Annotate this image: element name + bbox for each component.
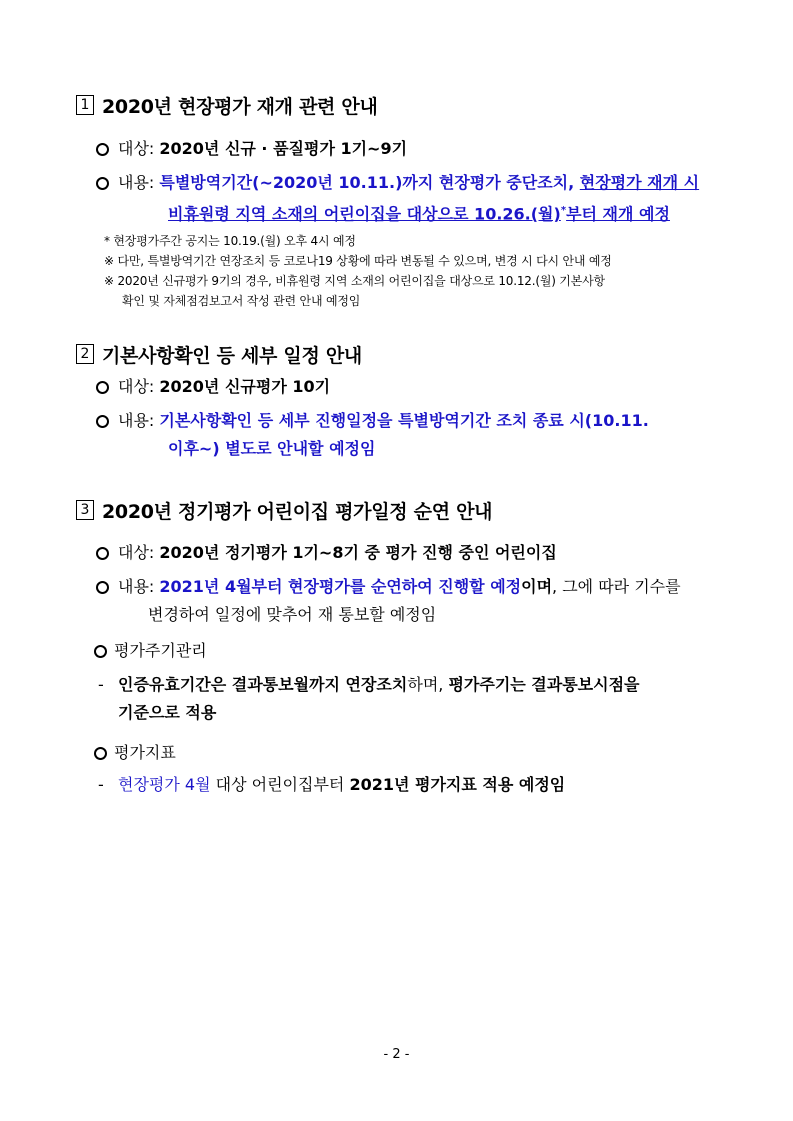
cycle-text-c: 평가주기는 결과통보시점을 [448,675,640,694]
cycle-text-b: 하며, [407,675,449,694]
content-text-a: 2021년 4월부터 현장평가를 순연하여 진행할 예정 [159,577,522,596]
circle-bullet-icon [94,747,107,760]
index-heading: 평가지표 [114,743,176,762]
cycle-text-a: 인증유효기간은 결과통보월까지 연장조치 [118,675,408,694]
section-3-header [76,495,733,525]
section-title: 2020년 현장평가 재개 관련 안내 [102,95,378,118]
note-1: * 현장평가주간 공지는 10.19.(월) 오후 4시 예정 [104,234,356,248]
note-2: ※ 다만, 특별방역기간 연장조치 등 코로나19 상황에 따라 변동될 수 있으며, 변경 시 다시 안내 예정 [104,254,612,268]
cycle-row-2 [118,700,718,726]
circle-bullet-icon [96,547,109,560]
target-value: 2020년 신규평가 10기 [159,377,331,396]
cycle-text-2: 기준으로 적용 [118,703,217,722]
content-label: 내용: [118,411,160,430]
circle-bullet-icon [96,415,109,428]
cycle-heading: 평가주기관리 [114,641,207,660]
section-2-header [76,339,733,369]
circle-bullet-icon [96,177,109,190]
section-1 [76,90,733,120]
section-title: 2020년 정기평가 어린이집 평가일정 순연 안내 [102,500,493,523]
page-number: - 2 - [383,1047,410,1062]
content-text-c: , 그에 따라 기수를 [552,577,681,596]
section-number-box: 3 [76,500,94,520]
content-text-c: 비휴원령 지역 소재의 어린이집을 대상으로 10.26.(월) [168,204,561,224]
section-number-box: 2 [76,344,94,364]
footnote-mark: * [560,205,567,216]
content-label: 내용: [118,577,160,596]
index-text-a: 현장평가 4월 [118,775,211,794]
section-number-box: 1 [76,95,94,115]
section-2-content-row-2 [168,436,738,462]
dash-marker: - [98,775,104,794]
note-3: ※ 2020년 신규평가 9기의 경우, 비휴원령 지역 소재의 어린이집을 대상으로 10.12.(월) 기본사항 [104,274,605,288]
section-title: 기본사항확인 등 세부 일정 안내 [102,344,362,367]
dash-marker: - [98,675,104,694]
content-text-2: 변경하여 일정에 맞추어 재 통보할 예정임 [148,605,437,624]
content-text-b: 현장평가 재개 시 [579,173,700,192]
circle-bullet-icon [96,143,109,156]
circle-bullet-icon [96,581,109,594]
target-label: 대상: [118,377,160,396]
target-value: 2020년 정기평가 1기~8기 중 평가 진행 중인 어린이집 [159,543,557,562]
content-label: 내용: [118,173,160,192]
target-value: 2020년 신규 · 품질평가 1기~9기 [159,139,408,158]
index-text-b: 대상 어린이집부터 [210,775,350,794]
content-text: 기본사항확인 등 세부 진행일정을 특별방역기간 조치 종료 시(10.11. [159,411,649,430]
index-text-c: 2021년 평가지표 적용 예정임 [349,775,566,794]
target-label: 대상: [118,139,160,158]
circle-bullet-icon [96,381,109,394]
circle-bullet-icon [94,645,107,658]
section-3-content-row-2 [148,602,738,628]
content-text-b: 이며 [521,577,553,596]
target-label: 대상: [118,543,160,562]
note-3-cont: 확인 및 자체점검보고서 작성 관련 안내 예정임 [122,294,361,308]
section-2 [76,339,733,369]
content-text-d: 부터 재개 예정 [566,204,670,224]
section-3 [76,495,733,525]
section-1-content-row-2 [168,198,738,227]
content-text-2: 이후~) 별도로 안내할 예정임 [168,439,376,458]
section-1-header [76,90,733,120]
content-text-a: 특별방역기간(~2020년 10.11.)까지 현장평가 중단조치, [159,173,580,192]
